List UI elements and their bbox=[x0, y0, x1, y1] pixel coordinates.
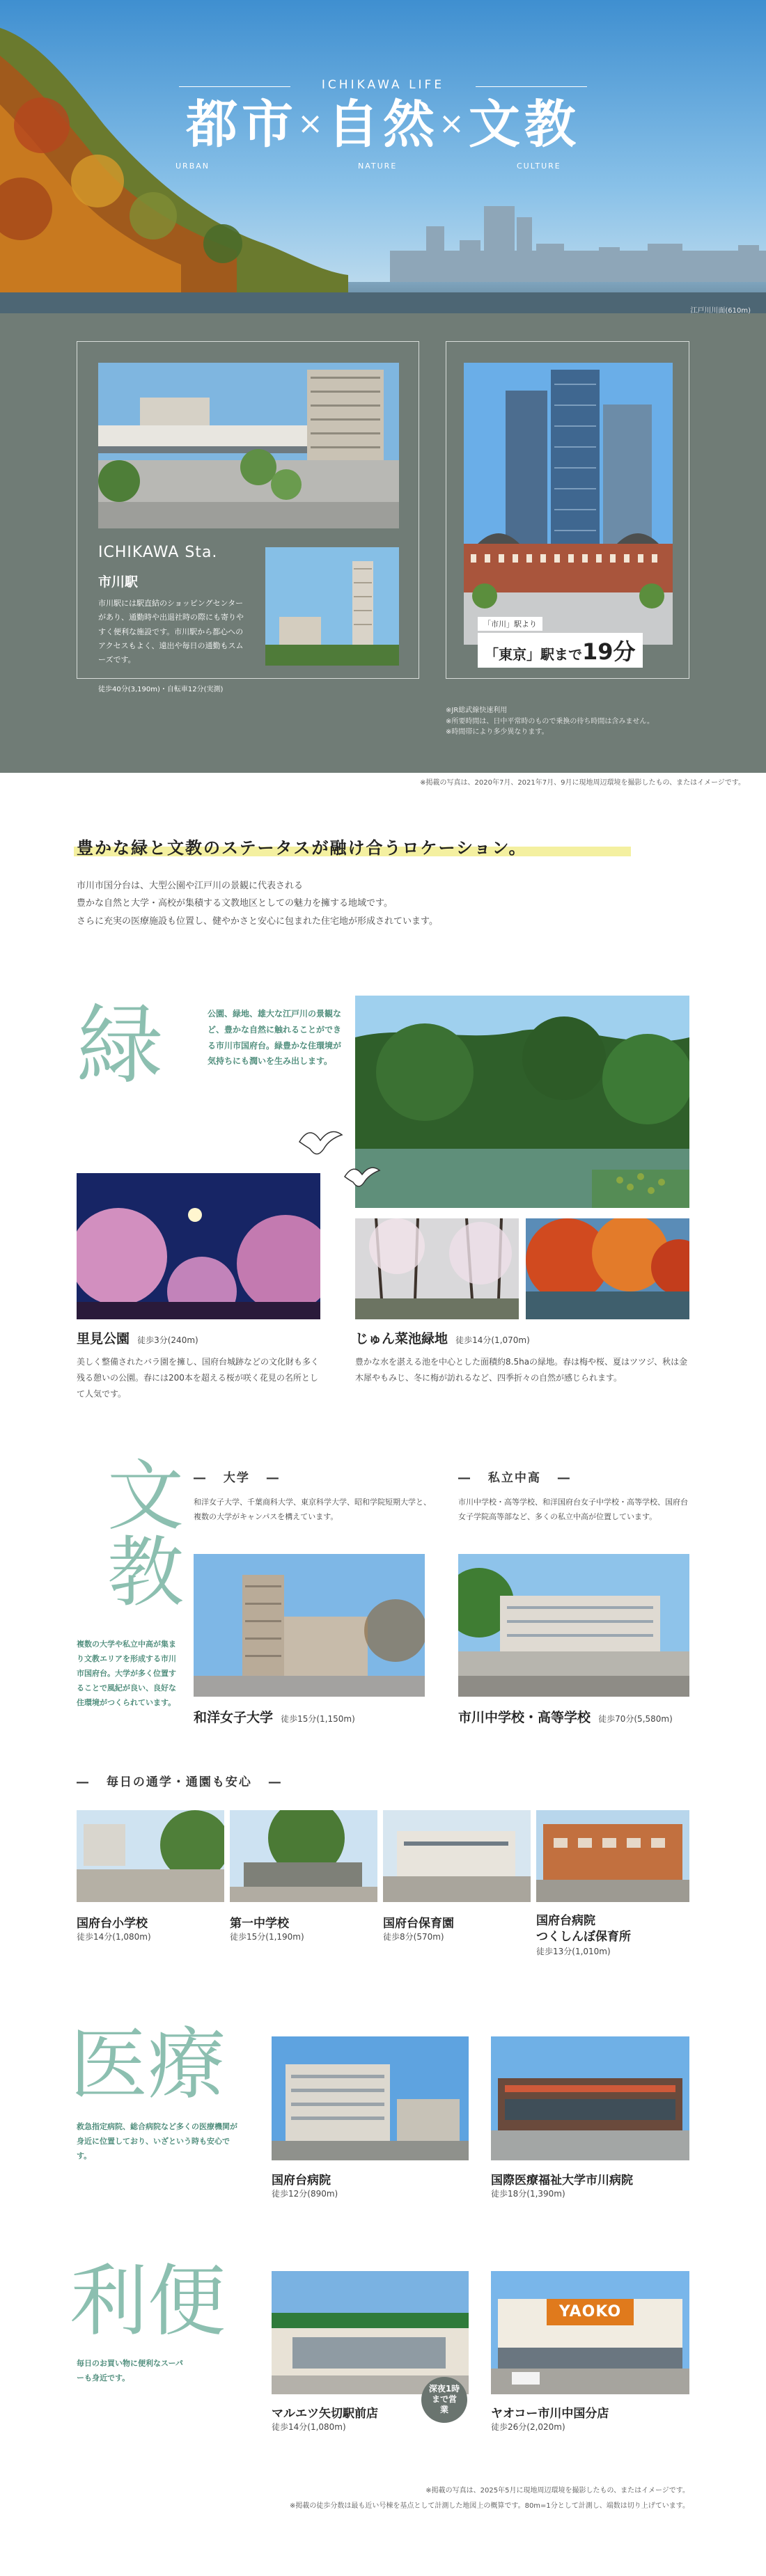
medical-photo-iuhw bbox=[491, 2036, 689, 2160]
medical-item-name: 国府台病院 bbox=[272, 2174, 331, 2188]
junsai-walk: 徒歩14分(1,070m) bbox=[455, 1335, 530, 1345]
school-caption bbox=[458, 1707, 673, 1726]
green-desc: 公園、緑地、雄大な江戸川の景観など、豊かな自然に触れることができる市川市国府台。緑豊かな住環境が気持ちにも潤いを生み出します。 bbox=[208, 1009, 342, 1067]
hero-sub-nature: NATURE bbox=[358, 162, 398, 171]
intro-heading-text: 豊かな緑と文教のステータスが融け合うロケーション。 bbox=[77, 838, 527, 858]
univ-walk: 徒歩15分(1,150m) bbox=[281, 1714, 355, 1724]
hero-eyebrow-rule-right bbox=[476, 86, 587, 87]
hero-title-urban: 都市 bbox=[186, 95, 298, 155]
station-jp: 市川駅 bbox=[98, 574, 139, 590]
tokyo-station-photo bbox=[464, 363, 673, 645]
daily-item-name: 国府台病院 つくしんぼ保育所 bbox=[536, 1914, 631, 1944]
tokyo-label-top: 「市川」駅より bbox=[483, 620, 537, 629]
pond-photo-large bbox=[355, 996, 689, 1208]
hero-title bbox=[139, 95, 627, 155]
convenience-item-maruetsu bbox=[272, 2403, 469, 2433]
tokyo-label-main bbox=[478, 633, 643, 668]
medical-item-walk: 徒歩18分(1,390m) bbox=[491, 2189, 565, 2199]
maruetsu-photo bbox=[272, 2271, 469, 2394]
daily-photo-junior-high bbox=[230, 1810, 377, 1902]
junsai-photo-2 bbox=[526, 1218, 689, 1319]
univ-name: 和洋女子大学 bbox=[194, 1710, 274, 1725]
daily-item-name: 国府台保育園 bbox=[383, 1917, 454, 1931]
satomi-park-walk: 徒歩3分(240m) bbox=[137, 1335, 198, 1345]
convenience-item-walk: 徒歩14分(1,080m) bbox=[272, 2422, 346, 2432]
daily-item-walk: 徒歩15分(1,190m) bbox=[230, 1932, 304, 1942]
hero-title-culture: 文教 bbox=[468, 95, 580, 155]
hero-eyebrow-text: ICHIKAWA LIFE bbox=[321, 78, 445, 92]
daily-item-walk: 徒歩14分(1,080m) bbox=[77, 1932, 151, 1942]
daily-item-name: 国府台小学校 bbox=[77, 1917, 148, 1931]
univ-heading: ― 大学 ― bbox=[194, 1471, 280, 1485]
late-night-badge-text: 深夜1時まで営業 bbox=[428, 2384, 460, 2414]
convenience-kanji: 利便 bbox=[70, 2256, 226, 2347]
intro-line: さらに充実の医療施設も位置し、健やかさと安心に包まれた住宅地が形成されています。 bbox=[77, 916, 438, 927]
junsai-caption bbox=[355, 1328, 530, 1347]
school-heading: ― 私立中高 ― bbox=[458, 1471, 571, 1485]
convenience-item-name: ヤオコー市川中国分店 bbox=[491, 2407, 609, 2421]
hero-sub-urban: URBAN bbox=[175, 162, 210, 171]
photo-note-top: ※掲載の写真は、2020年7月、2021年7月、9月に現地周辺環境を撮影したもの、またはイメージです。 bbox=[420, 779, 745, 787]
tokyo-note: ※時間帯により多少異なります。 bbox=[446, 728, 549, 736]
medical-item-name: 国際医療福祉大学市川病院 bbox=[491, 2174, 633, 2188]
intro-body bbox=[77, 877, 689, 930]
hero-caption: 江戸川川面(610m) bbox=[690, 307, 751, 315]
yaoko-photo bbox=[491, 2271, 689, 2394]
tokyo-station-name: 「東京」駅まで bbox=[485, 646, 582, 663]
satomi-park-name: 里見公園 bbox=[77, 1331, 130, 1346]
yaoko-sign: YAOKO bbox=[558, 2303, 622, 2320]
hero-eyebrow-rule-left bbox=[179, 86, 290, 87]
daily-photo-elementary bbox=[77, 1810, 224, 1902]
tokyo-minutes: 19分 bbox=[582, 638, 636, 665]
junsai-photo-1 bbox=[355, 1218, 519, 1319]
medical-item-iuhw bbox=[491, 2170, 700, 2199]
convenience-desc: 毎日のお買い物に便利なスーパーも身近です。 bbox=[77, 2359, 183, 2382]
tokyo-note: ※JR総武線快速利用 bbox=[446, 707, 508, 714]
edu-desc: 複数の大学や私立中高が集まり文教エリアを形成する市川市国府台。大学が多く位置することで風紀が良い、良好な住環境がつくられています。 bbox=[77, 1640, 176, 1707]
junsai-desc: 豊かな水を湛える池を中心とした面積約8.5haの緑地。春は梅や桜、夏はツツジ、秋は金木犀やもみじ、冬に梅が訪れるなど、四季折々の自然が感じられます。 bbox=[355, 1357, 688, 1383]
tokyo-notes bbox=[446, 705, 654, 738]
station-photo-sub bbox=[265, 547, 399, 666]
medical-item-walk: 徒歩12分(890m) bbox=[272, 2189, 338, 2199]
satomi-park-desc: 美しく整備されたバラ園を擁し、国府台城跡などの文化財も多く残る憩いの公園。春には200本を超える桜が咲く花見の名所として人気です。 bbox=[77, 1357, 320, 1399]
hero-eyebrow bbox=[230, 78, 536, 92]
footer-notes bbox=[290, 2483, 689, 2514]
daily-item-elementary bbox=[77, 1913, 224, 1942]
convenience-item-name: マルエツ矢切駅前店 bbox=[272, 2407, 378, 2421]
univ-desc: 和洋女子大学、千葉商科大学、東京科学大学、昭和学院短期大学と、複数の大学がキャンパスを構えています。 bbox=[194, 1498, 431, 1521]
tokyo-note: ※所要時間は、日中平常時のもので乗換の待ち時間は含みません。 bbox=[446, 717, 654, 725]
school-photo bbox=[458, 1554, 689, 1697]
school-name: 市川中学校・高等学校 bbox=[458, 1710, 591, 1725]
hero-sub-culture: CULTURE bbox=[517, 162, 561, 171]
convenience-item-walk: 徒歩26分(2,020m) bbox=[491, 2422, 565, 2432]
hero-title-times: × bbox=[297, 106, 327, 141]
medical-desc: 救急指定病院、総合病院など多くの医療機関が身近に位置しており、いざという時も安心です。 bbox=[77, 2122, 237, 2160]
univ-caption bbox=[194, 1707, 355, 1726]
daily-item-nursery bbox=[383, 1913, 531, 1942]
station-photo-main bbox=[98, 363, 399, 528]
footer-note: ※掲載の写真は、2025年5月に現地周辺環境を撮影したもの、またはイメージです。 bbox=[425, 2487, 689, 2495]
green-kanji: 緑 bbox=[77, 996, 164, 1096]
daily-item-junior-high bbox=[230, 1913, 377, 1942]
daily-heading: ― 毎日の通学・通園も安心 ― bbox=[77, 1775, 282, 1789]
daily-photo-nursery bbox=[383, 1810, 531, 1902]
daily-item-name: 第一中学校 bbox=[230, 1917, 289, 1931]
bird-icon bbox=[296, 1121, 345, 1165]
daily-item-walk: 徒歩8分(570m) bbox=[383, 1932, 444, 1942]
station-en: ICHIKAWA Sta. bbox=[98, 544, 218, 561]
univ-heading-text: 大学 bbox=[223, 1471, 250, 1485]
daily-photo-hospital-nursery bbox=[536, 1810, 689, 1902]
hero-photo bbox=[0, 0, 766, 313]
daily-item-hospital-nursery bbox=[536, 1913, 696, 1957]
junsai-name: じゅん菜池緑地 bbox=[355, 1331, 448, 1346]
daily-heading-text: 毎日の通学・通園も安心 bbox=[106, 1775, 252, 1789]
station-desc: 市川駅には駅直結のショッピングセンターがあり、通勤時や出退社時の際にも寄りやすく便利な施設です。市川駅から都心へのアクセスもよく、遠出や毎日の通勤もスムーズです。 bbox=[98, 599, 244, 665]
medical-kanji: 医療 bbox=[70, 2020, 226, 2110]
daily-item-walk: 徒歩13分(1,010m) bbox=[536, 1946, 611, 1956]
intro-line: 豊かな自然と大学・高校が集積する文教地区としての魅力を擁する地域です。 bbox=[77, 898, 393, 909]
convenience-item-yaoko bbox=[491, 2403, 700, 2433]
footer-note: ※掲載の徒歩分数は最も近い号棟を基点として計測した地図上の概算です。80m=1分として計測し、端数は切り上げています。 bbox=[290, 2502, 689, 2510]
medical-item-kohnodai bbox=[272, 2170, 469, 2199]
station-walk: 徒歩40分(3,190m)・自転車12分(実測) bbox=[98, 686, 224, 693]
univ-photo bbox=[194, 1554, 425, 1697]
tokyo-card bbox=[446, 341, 689, 679]
station-card bbox=[77, 341, 419, 693]
satomi-park-caption bbox=[77, 1328, 198, 1347]
edu-kanji: 文教 bbox=[95, 1455, 184, 1608]
school-desc: 市川中学校・高等学校、和洋国府台女子中学校・高等学校、国府台女子学院高等部など、多くの私立中高が位置しています。 bbox=[458, 1498, 688, 1521]
medical-photo-kohnodai bbox=[272, 2036, 469, 2160]
school-walk: 徒歩70分(5,580m) bbox=[598, 1714, 673, 1724]
hero-title-nature: 自然 bbox=[327, 95, 439, 155]
satomi-park-photo bbox=[77, 1173, 320, 1319]
tokyo-label bbox=[478, 617, 542, 631]
intro-line: 市川市国分台は、大型公園や江戸川の景観に代表される bbox=[77, 881, 304, 891]
hero-section bbox=[0, 0, 766, 773]
hero-title-times: × bbox=[439, 106, 469, 141]
school-heading-text: 私立中高 bbox=[487, 1471, 541, 1485]
bird-icon bbox=[341, 1159, 383, 1197]
